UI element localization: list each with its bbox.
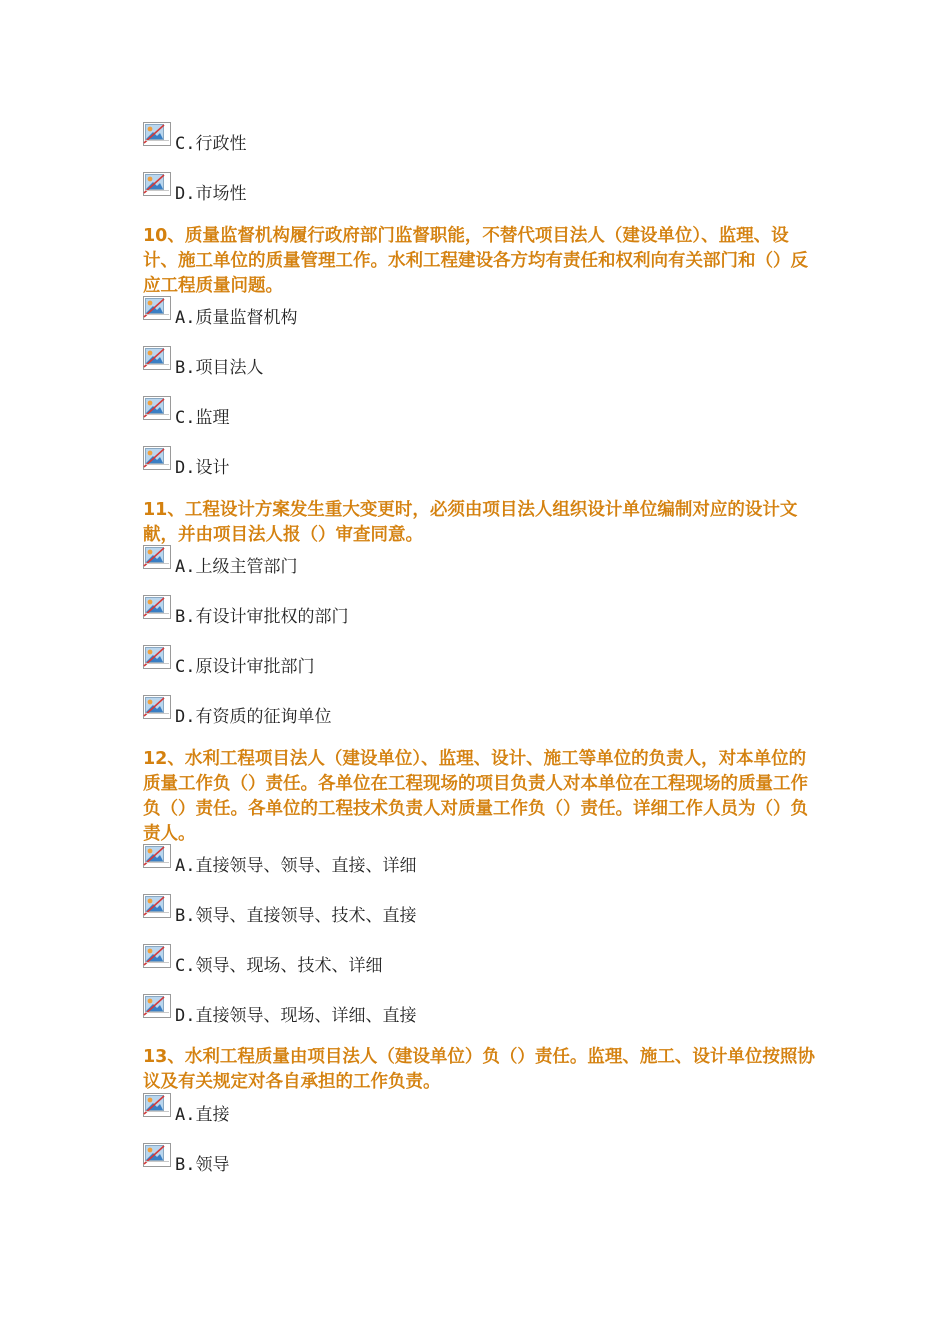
option-label: C.行政性 (175, 134, 247, 154)
option-q9-d[interactable] (143, 174, 246, 204)
option-label: B.项目法人 (175, 358, 264, 378)
option-label: D.直接领导、现场、详细、直接 (175, 1006, 417, 1026)
question-10: 10、质量监督机构履行政府部门监督职能，不替代项目法人（建设单位）、监理、设计、施工单位的质量管理工作。水利工程建设各方均有责任和权利向有关部门和（）反应工程质量问题。 (143, 226, 808, 296)
option-label: C.领导、现场、技术、详细 (175, 956, 383, 976)
broken-image-icon (143, 296, 171, 320)
broken-image-icon (143, 446, 171, 470)
broken-image-icon (143, 545, 171, 569)
option-label: D.有资质的征询单位 (175, 707, 332, 727)
broken-image-icon (143, 1093, 171, 1117)
option-q12-a[interactable] (143, 846, 416, 876)
broken-image-icon (143, 994, 171, 1018)
question-12: 12、水利工程项目法人（建设单位）、监理、设计、施工等单位的负责人，对本单位的质量工作负（）责任。各单位在工程现场的项目负责人对本单位在工程现场的质量工作负（）责任。各单位的工程技术负责人对质量工作负（）责任。详细工作人员为（）负责人。 (143, 749, 808, 844)
option-label: A.质量监督机构 (175, 308, 298, 328)
option-label: D.设计 (175, 458, 230, 478)
option-q10-c[interactable] (143, 398, 229, 428)
option-q13-a[interactable] (143, 1095, 229, 1125)
broken-image-icon (143, 595, 171, 619)
broken-image-icon (143, 122, 171, 146)
broken-image-icon (143, 645, 171, 669)
option-q9-c[interactable] (143, 124, 246, 154)
option-label: B.领导 (175, 1155, 230, 1175)
option-label: B.有设计审批权的部门 (175, 607, 349, 627)
option-label: A.上级主管部门 (175, 557, 298, 577)
broken-image-icon (143, 894, 171, 918)
broken-image-icon (143, 944, 171, 968)
option-q11-a[interactable] (143, 547, 297, 577)
option-q12-b[interactable] (143, 896, 416, 926)
option-q10-a[interactable] (143, 298, 297, 328)
broken-image-icon (143, 1143, 171, 1167)
option-q11-c[interactable] (143, 647, 314, 677)
option-label: A.直接 (175, 1105, 230, 1125)
option-label: C.监理 (175, 408, 230, 428)
option-label: B.领导、直接领导、技术、直接 (175, 906, 417, 926)
option-label: A.直接领导、领导、直接、详细 (175, 856, 417, 876)
option-q12-c[interactable] (143, 946, 382, 976)
broken-image-icon (143, 396, 171, 420)
option-q12-d[interactable] (143, 996, 416, 1026)
option-q10-b[interactable] (143, 348, 263, 378)
option-q13-b[interactable] (143, 1145, 229, 1175)
option-q11-d[interactable] (143, 697, 331, 727)
broken-image-icon (143, 844, 171, 868)
option-label: D.市场性 (175, 184, 247, 204)
broken-image-icon (143, 172, 171, 196)
question-13: 13、水利工程质量由项目法人（建设单位）负（）责任。监理、施工、设计单位按照协议及有关规定对各自承担的工作负责。 (143, 1047, 815, 1092)
question-11: 11、工程设计方案发生重大变更时，必须由项目法人组织设计单位编制对应的设计文献，并由项目法人报（）审查同意。 (143, 500, 798, 545)
option-q10-d[interactable] (143, 448, 229, 478)
broken-image-icon (143, 346, 171, 370)
broken-image-icon (143, 695, 171, 719)
option-q11-b[interactable] (143, 597, 348, 627)
option-label: C.原设计审批部门 (175, 657, 315, 677)
